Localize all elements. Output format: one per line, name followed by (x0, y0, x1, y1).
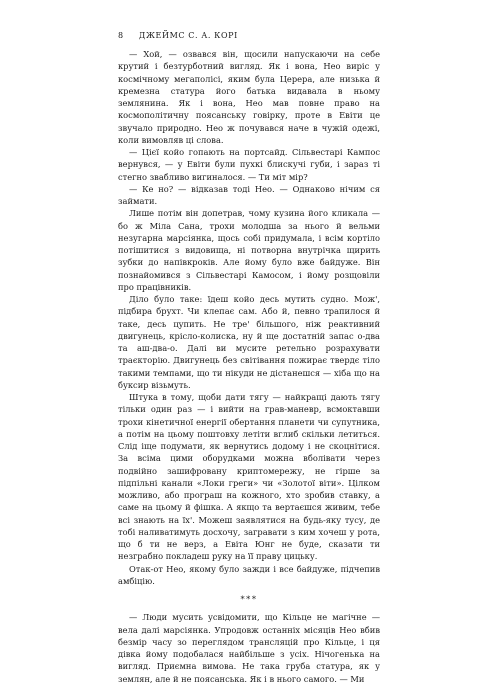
running-header-author: ДЖЕЙМС С. А. КОРІ (138, 31, 238, 40)
paragraph: Штука в тому, щоби дати тягу — найкращі дають тягу тільки один раз — і вийти на грав-маневр, всмоктавши трохи кінетичної енергії обертання планети чи супутника, а потім на цьому поштовху летіти вглиб скільки летиться. Слід іще подумати, як вернутись додому і не скоцнітися. За всіма цими оборудками можна вболівати через подвійно зашифровану криптомережу, не гірше за підпільні канали «Локи греги» чи «Золотої віти». Цілком можливо, або програш на кожного, хто зробив ставку, а саме на цьому й фішка. А якщо та вертаєшся живим, тебе всі знають на їх'. Можеш заявлятися на будь-яку тусу, де тобі наливатимуть досхочу, загравати з ким хочеш у рота, що б ти не верз, а Евіта Юнг не буде, сказати ти незграбно покладеш руку на її праву цицьку. (118, 392, 380, 562)
page-number: 8 (118, 31, 124, 40)
section-separator: *** (240, 594, 258, 604)
paragraph: — Цієї койо гопають на портсайд. Сільвестарі Кампос вернувся, — у Евіти були пухкі блискучі губи, і зараз ті стегно звабливо вигиналося. — Ти міт мір? (118, 147, 380, 182)
paragraph: Лише потім він допетрав, чому кузина його кликала — бо ж Міла Сана, трохи молодша за нього й вельми незугарна марсіянка, щось собі придумала, і всім кортіло потішитися з видовища, ні потворна внутрічка щирить зубки до напівкроків. Але йому було вже байдуже. Він познайомився з Сільвестарі Камосом, і йому розщовіли про працівників. (118, 208, 380, 292)
paragraph: — Люди мусить усвідомити, що Кільце не магічне — вела далі марсіянка. Упродовж останніх місяців Нео вбив безмір часу зо переглядом трансляцій про Кільце, і ця дівка йому подобалася найбільше з усіх. Нічогенька на вигляд. Приємна вимова. Не така груба статура, як у землян, але й не поясанська. Як і в нього самого. — Ми (118, 612, 380, 684)
paragraph: Діло було таке: їдеш койо десь мутить судно. Мож', підбира брухт. Чи клепає сам. Або й, певно трапилося й таке, десь цупить. Не тре' більшого, ніж реактивний двигунець, крісло-колиска, ну й ще достатній запас о-два та аш-два-о. Далі ви мусите ретельно розрахувати траєкторію. Двигунець без світівання пожирає твердє тіло такими темпами, що ти нікуди не дістанешся — хіба що на буксир візьмуть. (118, 294, 380, 390)
paragraph: — Хой, — озвався він, щосили напускаючи на себе крутий і безтурботний вигляд. Як і вона, Нео виріс у космічному мегаполісі, яким була Церера, але низька й кремезна статура його батька видавала в ньому землянина. Як і вона, Нео мав повне право на космополітичну поясанську говірку, проте в Евіти це звучало природно. Нео ж почувався наче в чужій одежі, коли вимовляв ці слова. (118, 49, 380, 145)
running-header (118, 31, 238, 41)
paragraph: — Ке но? — відказав тоді Нео. — Однаково нічим ся займати. (118, 183, 380, 206)
paragraph: Отак-от Нео, якому було зажди і все байдуже, підчепив амбіцію. (118, 563, 380, 586)
body-text (118, 48, 380, 685)
